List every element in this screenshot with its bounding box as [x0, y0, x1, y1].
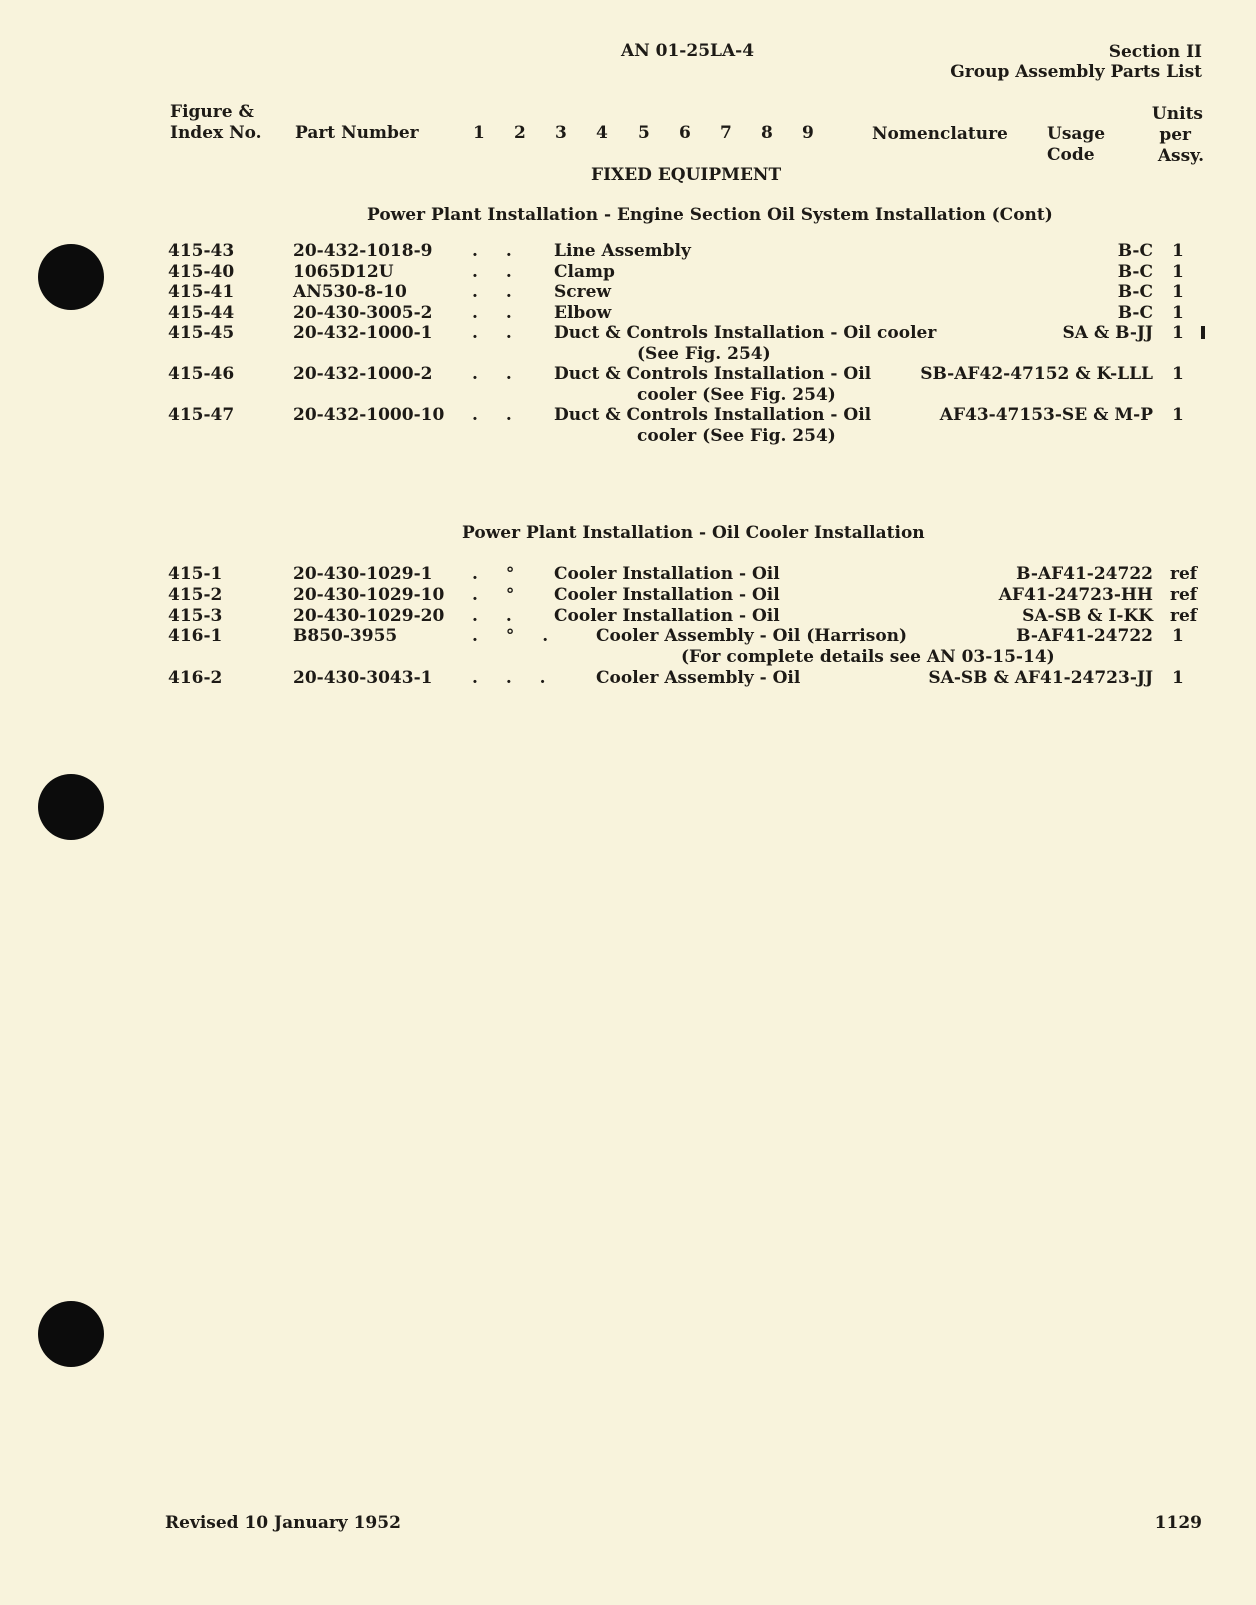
row-part-number: 20-432-1000-1 [293, 323, 433, 343]
row-dots: . ° . [472, 626, 549, 646]
row-dots: . . [472, 282, 512, 302]
row-part-number: 20-432-1000-10 [293, 405, 445, 425]
section-title-engine-oil-system: Power Plant Installation - Engine Section Oil System Installation (Cont) [367, 205, 1053, 225]
row-nomenclature-cont: cooler (See Fig. 254) [637, 385, 836, 405]
row-dots: . . . [472, 668, 546, 688]
row-usage-code: B-C [1117, 303, 1153, 323]
col-figure-line2: Index No. [170, 123, 262, 143]
row-part-number: 1065D12U [293, 262, 394, 282]
row-nomenclature: Duct & Controls Installation - Oil [554, 364, 872, 384]
row-nomenclature: Line Assembly [554, 241, 691, 261]
row-dots: . . [472, 606, 512, 626]
row-index: 416-2 [168, 668, 223, 688]
col-units-line2: per [1159, 125, 1191, 145]
row-dots: . ° [472, 564, 515, 584]
row-units: ref [1170, 585, 1198, 605]
col-figure-line1: Figure & [170, 102, 254, 122]
row-index: 415-46 [168, 364, 235, 384]
row-part-number: AN530-8-10 [293, 282, 407, 302]
doc-number: AN 01-25LA-4 [621, 41, 755, 61]
row-usage-code: SB-AF42-47152 & K-LLL [920, 364, 1153, 384]
row-usage-code: B-C [1117, 282, 1153, 302]
row-index: 416-1 [168, 626, 223, 646]
row-part-number: 20-430-1029-1 [293, 564, 433, 584]
row-part-number: 20-430-3005-2 [293, 303, 433, 323]
col-units-line1: Units [1151, 104, 1203, 124]
row-part-number: 20-430-1029-10 [293, 585, 445, 605]
row-units: 1 [1172, 405, 1184, 425]
row-units: 1 [1172, 262, 1184, 282]
page-number: 1129 [1154, 1513, 1202, 1533]
section-title: Group Assembly Parts List [950, 62, 1202, 82]
change-bar [1201, 326, 1205, 339]
row-units: 1 [1172, 303, 1184, 323]
row-nomenclature-cont: cooler (See Fig. 254) [637, 426, 836, 446]
row-usage-code: SA-SB & I-KK [1022, 606, 1153, 626]
row-usage-code: B-AF41-24722 [1016, 564, 1153, 584]
row-usage-code: SA & B-JJ [1062, 323, 1153, 343]
col-indent-8: 8 [761, 123, 773, 143]
row-units: 1 [1172, 626, 1184, 646]
row-dots: . . [472, 323, 512, 343]
row-nomenclature: Screw [554, 282, 612, 302]
row-dots: . . [472, 241, 512, 261]
row-index: 415-1 [168, 564, 223, 584]
punch-hole-middle [38, 774, 104, 840]
row-dots: . ° [472, 585, 515, 605]
row-usage-code: B-AF41-24722 [1016, 626, 1153, 646]
col-indent-4: 4 [596, 123, 608, 143]
row-dots: . . [472, 364, 512, 384]
col-indent-1: 1 [473, 123, 485, 143]
row-nomenclature: Cooler Assembly - Oil (Harrison) [596, 626, 908, 646]
col-indent-7: 7 [720, 123, 732, 143]
row-part-number: 20-432-1000-2 [293, 364, 433, 384]
row-units: ref [1170, 564, 1198, 584]
row-nomenclature: Cooler Installation - Oil [554, 564, 780, 584]
row-units: 1 [1172, 668, 1184, 688]
row-units: 1 [1172, 364, 1184, 384]
row-nomenclature-cont: (See Fig. 254) [637, 344, 771, 364]
row-usage-code: B-C [1117, 241, 1153, 261]
col-indent-6: 6 [679, 123, 691, 143]
row-nomenclature: Cooler Installation - Oil [554, 585, 780, 605]
row-dots: . . [472, 405, 512, 425]
row-nomenclature-cont: (For complete details see AN 03-15-14) [681, 647, 1055, 667]
row-usage-code: SA-SB & AF41-24723-JJ [928, 668, 1153, 688]
row-index: 415-43 [168, 241, 235, 261]
row-part-number: 20-432-1018-9 [293, 241, 433, 261]
row-nomenclature: Cooler Assembly - Oil [596, 668, 801, 688]
category-heading: FIXED EQUIPMENT [591, 165, 782, 185]
col-part-number: Part Number [295, 123, 419, 143]
punch-hole-bottom [38, 1301, 104, 1367]
row-nomenclature: Duct & Controls Installation - Oil cooler [554, 323, 937, 343]
row-part-number: B850-3955 [293, 626, 398, 646]
row-index: 415-3 [168, 606, 223, 626]
col-nomenclature: Nomenclature [872, 124, 1008, 144]
row-index: 415-44 [168, 303, 235, 323]
col-indent-5: 5 [638, 123, 650, 143]
row-units: 1 [1172, 282, 1184, 302]
row-units: 1 [1172, 323, 1184, 343]
col-usage-line2: Code [1047, 145, 1095, 165]
col-units-line3: Assy. [1157, 146, 1204, 166]
col-indent-2: 2 [514, 123, 526, 143]
punch-hole-top [38, 244, 104, 310]
row-usage-code: AF41-24723-HH [998, 585, 1153, 605]
row-index: 415-41 [168, 282, 235, 302]
row-index: 415-47 [168, 405, 235, 425]
row-units: ref [1170, 606, 1198, 626]
row-part-number: 20-430-1029-20 [293, 606, 445, 626]
row-index: 415-2 [168, 585, 223, 605]
row-nomenclature: Duct & Controls Installation - Oil [554, 405, 872, 425]
section-title-oil-cooler: Power Plant Installation - Oil Cooler Installation [462, 523, 925, 543]
col-usage-line1: Usage [1047, 124, 1106, 144]
row-index: 415-40 [168, 262, 235, 282]
row-index: 415-45 [168, 323, 235, 343]
row-nomenclature: Elbow [554, 303, 612, 323]
row-nomenclature: Cooler Installation - Oil [554, 606, 780, 626]
row-units: 1 [1172, 241, 1184, 261]
row-nomenclature: Clamp [554, 262, 615, 282]
revision-date: Revised 10 January 1952 [165, 1513, 401, 1533]
row-usage-code: AF43-47153-SE & M-P [939, 405, 1153, 425]
row-dots: . . [472, 262, 512, 282]
col-indent-3: 3 [555, 123, 567, 143]
col-indent-9: 9 [802, 123, 814, 143]
row-part-number: 20-430-3043-1 [293, 668, 433, 688]
section-label: Section II [1108, 42, 1202, 62]
row-usage-code: B-C [1117, 262, 1153, 282]
row-dots: . . [472, 303, 512, 323]
